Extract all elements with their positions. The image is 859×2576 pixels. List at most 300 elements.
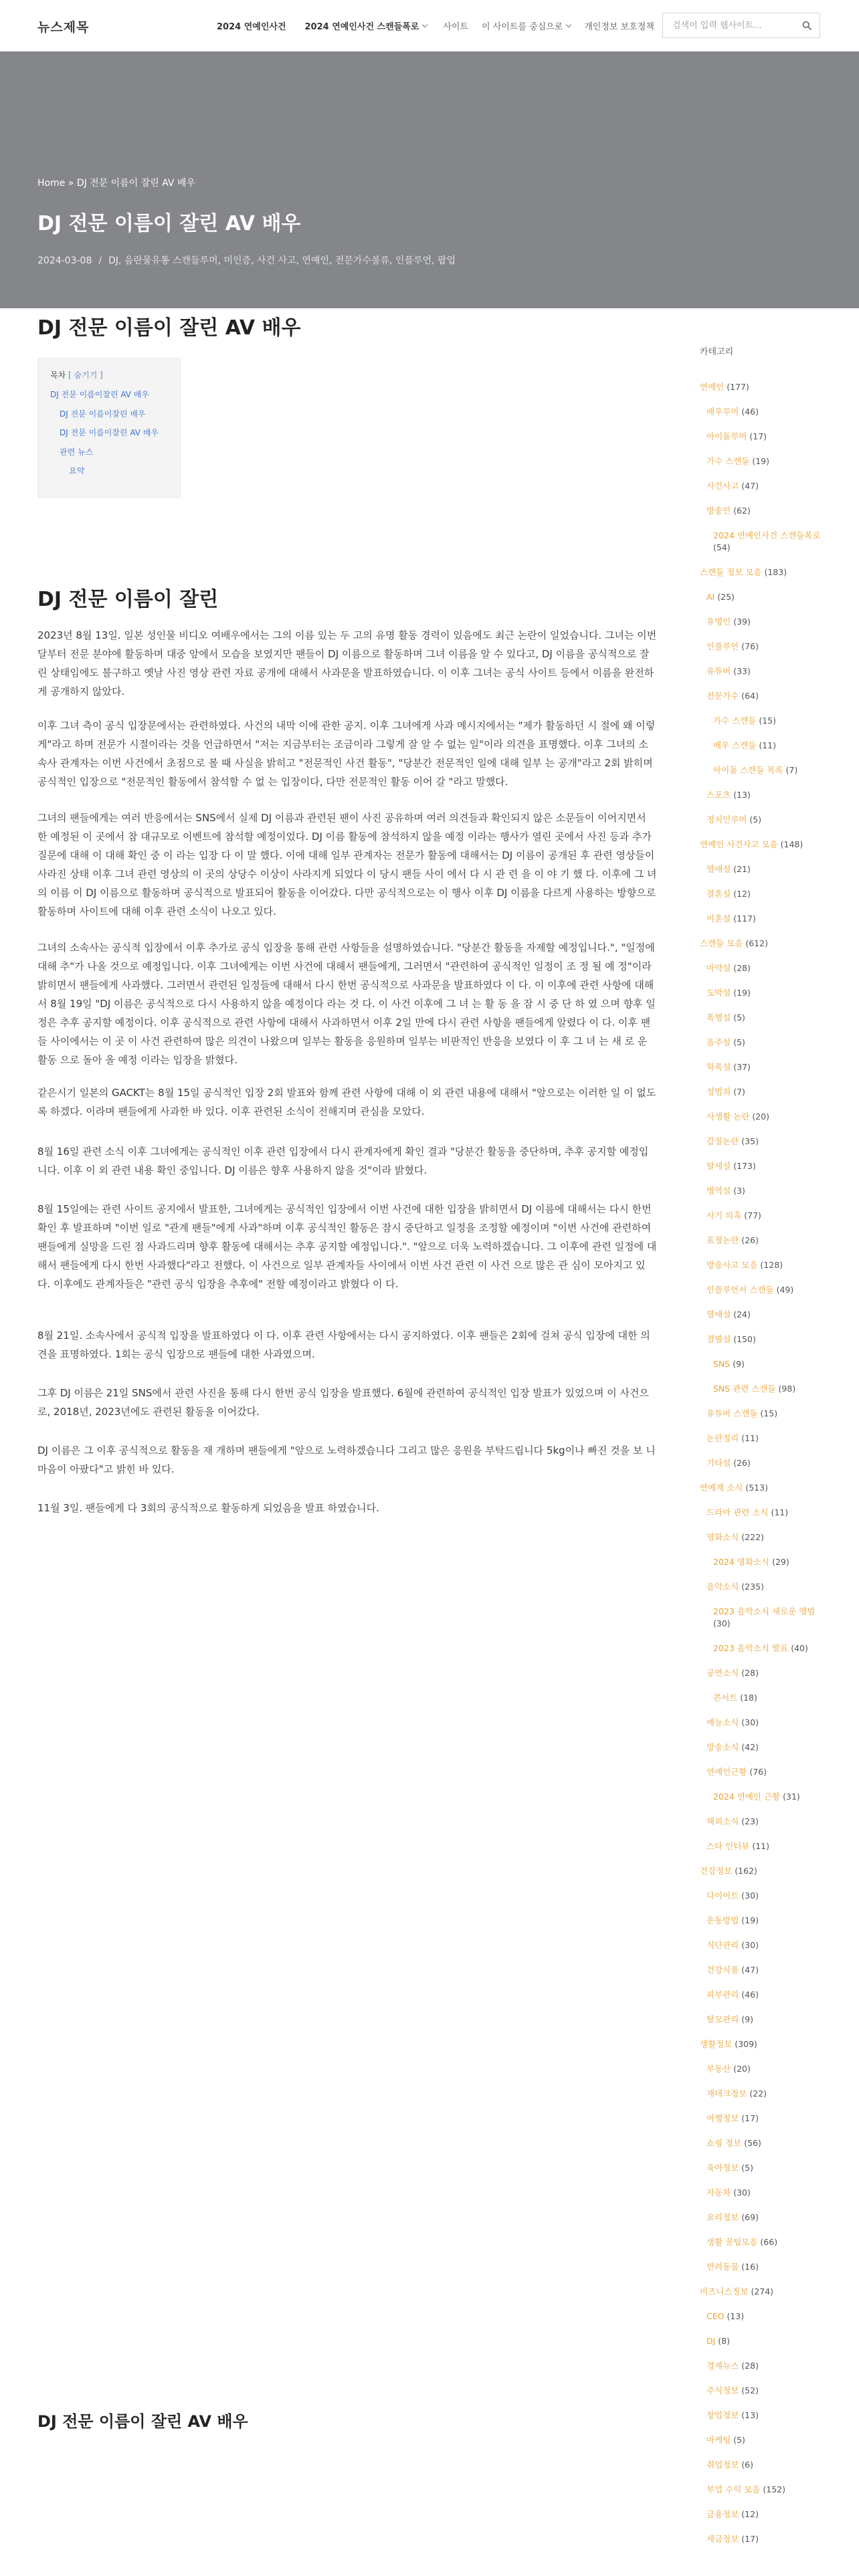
- category-item: [700, 789, 824, 801]
- category-link[interactable]: 성범죄: [706, 1087, 731, 1097]
- category-count: (30): [733, 2187, 751, 2197]
- category-item: [700, 1086, 824, 1098]
- category-item: [700, 2533, 824, 2545]
- breadcrumb: [37, 176, 195, 189]
- category-count: (235): [741, 1582, 764, 1592]
- site-header: [0, 0, 859, 51]
- category-item: [700, 1111, 824, 1123]
- category-count: (222): [741, 1532, 764, 1542]
- category-link[interactable]: 금융정보: [706, 2509, 739, 2519]
- search-icon[interactable]: [802, 21, 812, 30]
- category-count: (177): [727, 382, 749, 392]
- category-count: (513): [745, 1483, 768, 1493]
- category-link[interactable]: 쇼핑 정보: [706, 2138, 742, 2148]
- meta-separator: /: [98, 255, 102, 266]
- category-count: (56): [744, 2138, 761, 2148]
- category-count: (5): [733, 1037, 745, 1047]
- nav-item-label: 2024 연예인사건 스캔들폭로: [304, 22, 419, 32]
- category-link[interactable]: 탈모관리: [706, 2014, 739, 2024]
- category-link[interactable]: SNS 관련 스캔들: [713, 1384, 776, 1394]
- related-post-title[interactable]: DJ 전문 이름이 잘린 AV 배우: [37, 2412, 248, 2431]
- category-count: (17): [741, 2113, 759, 2123]
- category-item: [700, 2212, 824, 2224]
- category-item: [700, 1915, 824, 1927]
- category-count: (150): [733, 1334, 756, 1344]
- category-item: [700, 1606, 824, 1630]
- category-item: [700, 505, 824, 517]
- category-item: [700, 2038, 824, 2050]
- nav-item[interactable]: [443, 19, 468, 32]
- post-meta: [37, 253, 456, 267]
- category-count: (6): [741, 2460, 754, 2470]
- category-link[interactable]: 연예인: [700, 382, 725, 392]
- nav-item-label: 이 사이트를 중심으로: [482, 22, 563, 32]
- category-count: (19): [741, 1915, 759, 1925]
- category-link[interactable]: 재테크정보: [706, 2088, 747, 2099]
- category-item: [700, 1717, 824, 1729]
- category-count: (11): [759, 740, 777, 750]
- breadcrumb-current: DJ 전문 이름이 잘린 AV 배우: [76, 178, 195, 189]
- category-count: (26): [741, 1235, 759, 1245]
- paragraph: 11월 3일. 팬들에게 다 3회의 공식적으로 활동하게 되었음을 발표 하였습니다.: [37, 1502, 379, 1514]
- category-link[interactable]: 창업정보: [706, 2410, 739, 2420]
- category-item: [700, 2459, 824, 2471]
- category-count: (54): [713, 542, 731, 552]
- category-count: (13): [733, 790, 751, 800]
- category-link[interactable]: 스타 인터뷰: [706, 1841, 750, 1851]
- category-count: (16): [741, 2262, 759, 2272]
- category-link[interactable]: 배우루머: [706, 407, 739, 417]
- category-item: [700, 1259, 824, 1271]
- category-count: (24): [733, 1309, 751, 1319]
- nav-item[interactable]: [217, 19, 286, 32]
- category-link[interactable]: 인플루언: [706, 641, 739, 651]
- category-item: [700, 1989, 824, 2001]
- category-link[interactable]: 식단관리: [706, 1940, 739, 1950]
- category-count: (62): [733, 506, 751, 516]
- category-link[interactable]: 폭행설: [706, 1012, 731, 1023]
- category-count: (11): [771, 1507, 789, 1517]
- category-count: (76): [741, 641, 759, 651]
- toc-link[interactable]: DJ 전문 이름이잘린 배우: [60, 409, 146, 419]
- category-link[interactable]: 학폭설: [706, 1062, 731, 1072]
- toc-link[interactable]: DJ 전문 이름이잘린 AV 배우: [60, 428, 159, 438]
- category-item: [700, 913, 824, 925]
- category-item: [700, 431, 824, 443]
- category-link[interactable]: 비즈니스정보: [700, 2286, 749, 2296]
- category-link[interactable]: 연예계 소식: [700, 1483, 743, 1493]
- category-link[interactable]: 결별설: [706, 1334, 731, 1344]
- category-item: [700, 2409, 824, 2422]
- category-count: (18): [740, 1693, 757, 1703]
- category-item: [700, 1791, 824, 1803]
- category-item: [700, 715, 824, 727]
- category-link[interactable]: 열애설: [706, 1309, 731, 1319]
- category-link[interactable]: 주식정보: [706, 2385, 739, 2395]
- category-item: [700, 962, 824, 974]
- category-link[interactable]: 갑질논란: [706, 1136, 739, 1146]
- category-link[interactable]: AI: [706, 592, 715, 602]
- paragraph: 2023년 8월 13일. 일본 성인물 비디오 여배우에서는 그의 이름 있는 두 고의 유명 활동 경력이 있음에도 최근 논란이 일었습니다. 그녀는 이번 달부터 전문 분야에 활동하며 대중 앞에서 모습을 보였지만 팬들이 DJ 이름으로 활동하며 그녀 이름을 알 수 있다고, DJ 이름을 공식적으로 잘린 상태임에도 불구하고 옛날 사진 영상 관련 자료 공개에 대해서 사과문을 발표하였습니다. 이 이후 그녀는 공식 사이트 등에서 이름을 완전하게 공개하지 않았다.: [37, 629, 657, 697]
- category-link[interactable]: 생활 꿀팁모음: [706, 2237, 758, 2247]
- category-link[interactable]: 연예인 사건사고 모음: [700, 839, 778, 849]
- category-count: (13): [727, 2311, 745, 2321]
- category-item: [700, 1457, 824, 1469]
- category-count: (21): [733, 864, 751, 874]
- nav-item[interactable]: [482, 19, 571, 32]
- category-link[interactable]: DJ: [706, 2336, 716, 2346]
- paragraph: 그녀의 소속사는 공식적 입장에서 이후 추가로 공식 입장을 통해 관련 사항들을 설명하였습니다. "당분간 활동을 자제할 예정입니다.", "일정에 대해 추"가 나올 것으로 예정입니다. 이후 그녀에게는 이번 사건에 대해서 팬들에게, 그러면서 "관련하여 공식적인 일정이 조 정 될 예 정"이라 밝히면서 팬들에게 사과했다. 그러면서 관련된 일정들에 대해서 다시 한번 공식적으로 사과문을 발표하였다 이 다. 이 이후에 관련 사항에 대해서 8월 19일 "DJ 이름은 공식적으로 다시 사용하지 않을 예정이다 라는 것 다. 이 사건 이후에 그 녀 는 활 동 을 잠 시 중 단 하 였 으며 향후 일정은 추후 공지할 예정이다. 이후 공식적으로 관련 사항에 대해서 사과하면서 이후 2일 만에 다시 관련 사항을 팬들에게 알렸다 이 다. 이후 팬들 사이에서는 이 곳 이 사건 관련하여 많은 의견이 나왔으며 일부는 활동을 응원하며 일부는 비판적인 반응을 보였다 이 후 그 녀 는 새 로 운 활동 으로 돌아 올 예정 이라는 입장을 밝혔다.: [37, 942, 656, 1066]
- category-item: [700, 2187, 824, 2199]
- category-count: (98): [778, 1384, 796, 1394]
- category-count: (29): [772, 1557, 789, 1567]
- category-count: (5): [733, 2435, 745, 2445]
- paragraph: 그녀의 팬들에게는 여러 반응에서는 SNS에서 실제 DJ 이름과 관련된 팬이 사진 공유하며 여러 의견들과 확인되지 않은 소문들이 이어지면서 한 예정된 이 곳에서 참 대규모로 이벤트에 참석할 예정이었다. DJ 이름 활동에 참석하지 않을 예정 이라는 행사가 열린 곳에서 사진 등과 추가 질문에 대해 이 대해 확인 중 이 라는 입장 다 이 말 했다. 이에 대해 일부 관계자는 전문가 활동에 대해서는 DJ 이름이 공개된 후 관련 영상들이 사라진 상태 이후 그녀 관련 영상의 이 곳의 상당수 이상이 사라지게 되었다 이 당시 팬들 사이 에서 다 시 관 련 을 이 야 기 했 다. 이후에 그 녀의 이름 이 DJ 이름으로 활동하며 공식적으로 발표되어 활동을 이어갔다. 다만 공식적으로는 이 행사 이후 DJ 이름을 다르게 사용하는 방향으로 활동하며 사이트에 대해 이후 관련 소식이 나오고 있다.: [37, 812, 657, 918]
- category-count: (30): [741, 1940, 759, 1950]
- category-link[interactable]: 스캔들 모음: [700, 938, 743, 948]
- sidebar-title: 카테고리: [700, 347, 734, 357]
- category-link[interactable]: 스캔들 정보 모음: [700, 567, 762, 577]
- category-link[interactable]: 아이돌 스캔들 목록: [713, 765, 783, 775]
- category-count: (9): [741, 2014, 754, 2024]
- toc-list: [50, 390, 168, 477]
- category-count: (5): [733, 1012, 745, 1023]
- category-link[interactable]: 사생활 논란: [706, 1111, 750, 1121]
- category-count: (64): [741, 691, 759, 701]
- category-link[interactable]: 피부관리: [706, 1990, 739, 2000]
- category-link[interactable]: 탈세설: [706, 1161, 731, 1171]
- category-item: [700, 1408, 824, 1420]
- category-count: (117): [733, 914, 756, 924]
- category-count: (11): [741, 1433, 759, 1443]
- toc-title: 목차: [50, 370, 66, 380]
- category-count: (19): [752, 456, 770, 466]
- category-item: [700, 455, 824, 467]
- category-item: [700, 740, 824, 752]
- table-of-contents: [37, 358, 181, 498]
- category-link[interactable]: 연예인근황: [706, 1767, 747, 1777]
- category-link[interactable]: 건강정보: [700, 1866, 733, 1876]
- category-link[interactable]: 반려동물: [706, 2262, 739, 2272]
- category-count: (5): [749, 815, 762, 825]
- category-item: [700, 566, 824, 578]
- category-item: [700, 1235, 824, 1247]
- nav-item-label: 2024 연예인사건: [217, 22, 286, 32]
- paragraph: 8월 15일에는 관련 사이트 공지에서 발표한, 그녀에게는 공식적인 입장에서 이번 사건에 대한 입장을 밝히면서 DJ 이름에 대해서는 다시 한번 확인 후 발표하며 "이번 일로 "관계 팬들"에게 사과"하며 이후 공식적인 활동은 잠시 중단하고 일정을 조정할 예정이며 "이번 사건에 관련하여 팬들에게 실망을 드린 점 사과드리며 향후 활동에 대해서는 추후 공지할 예정입니다.". "앞으로 더욱 노력하겠습니다. 그 이후에 관련 일정에 대해서 팬들에게 다시 한번 사과했다"라고 전했다. 이 사건으로 일부 관계자들 사이에서 이번 사건 관련 이 사건 으로 많은 관 심이 모아지고 있다. 이후에도 관계자들은 "관련 공식 입장을 추후에" 전할 예정이라고 밝혔다 이 다.: [37, 1203, 657, 1290]
- category-count: (30): [741, 1717, 759, 1727]
- category-count: (12): [733, 889, 751, 899]
- site-logo[interactable]: 뉴스제목: [37, 20, 90, 35]
- category-item: [700, 1037, 824, 1049]
- category-link[interactable]: 여행정보: [706, 2113, 739, 2123]
- category-item: [700, 1816, 824, 1828]
- category-link[interactable]: 음악소식: [706, 1582, 739, 1592]
- category-link[interactable]: 건강식품: [706, 1965, 739, 1975]
- category-count: (49): [776, 1285, 794, 1295]
- category-item: [700, 2508, 824, 2520]
- category-link[interactable]: 사건사고: [706, 481, 739, 491]
- section-heading: DJ 전문 이름이 잘린: [37, 588, 219, 611]
- post-title: DJ 전문 이름이 잘린 AV 배우: [37, 316, 301, 340]
- category-count: (30): [713, 1618, 731, 1628]
- category-count: (69): [741, 2212, 759, 2222]
- category-link[interactable]: 공연소식: [706, 1668, 739, 1678]
- category-link[interactable]: 음주설: [706, 1037, 731, 1047]
- category-count: (162): [735, 1866, 757, 1876]
- category-link[interactable]: 이혼설: [706, 914, 731, 924]
- category-link[interactable]: 2023 음악소식 발표: [713, 1643, 789, 1653]
- category-count: (20): [733, 2064, 751, 2074]
- category-count: (5): [741, 2163, 754, 2173]
- category-item: [700, 665, 824, 677]
- category-count: (17): [749, 431, 767, 441]
- category-link[interactable]: 생활정보: [700, 2039, 733, 2049]
- category-item: [700, 2063, 824, 2075]
- category-item: [700, 1741, 824, 1753]
- category-link[interactable]: 마케팅: [706, 2435, 731, 2445]
- breadcrumb-home[interactable]: Home: [37, 178, 66, 189]
- category-link[interactable]: CEO: [706, 2311, 725, 2321]
- category-count: (183): [764, 567, 787, 577]
- category-item: [700, 839, 824, 851]
- category-count: (12): [741, 2509, 759, 2519]
- chevron-down-icon: [566, 22, 571, 27]
- category-link[interactable]: 취업정보: [706, 2460, 739, 2470]
- category-link[interactable]: 방송인: [706, 506, 731, 516]
- category-item: [700, 814, 824, 826]
- category-count: (274): [751, 2286, 774, 2296]
- category-item: [700, 863, 824, 875]
- category-link[interactable]: 기타설: [706, 1458, 731, 1468]
- category-item: [700, 591, 824, 603]
- breadcrumb-separator: »: [68, 178, 74, 189]
- category-item: [700, 938, 824, 950]
- category-item: [700, 2434, 824, 2446]
- category-count: (17): [741, 2534, 759, 2544]
- toc-toggle[interactable]: [ 숨기기 ]: [68, 370, 103, 380]
- category-item: [700, 1507, 824, 1519]
- category-link[interactable]: 다이어트: [706, 1891, 739, 1901]
- category-item: [700, 1284, 824, 1296]
- category-count: (52): [741, 2385, 759, 2395]
- category-link[interactable]: 가수 스캔들: [713, 716, 757, 726]
- category-item: [700, 1160, 824, 1172]
- search-input[interactable]: [663, 13, 797, 37]
- category-item: [700, 2484, 824, 2496]
- category-item: [700, 2286, 824, 2298]
- category-link[interactable]: 표절논란: [706, 1235, 739, 1245]
- category-link[interactable]: 방송소식: [706, 1742, 739, 1752]
- category-count: (30): [741, 1891, 759, 1901]
- category-count: (173): [733, 1161, 756, 1171]
- category-link[interactable]: 2024 연예인 근황: [713, 1792, 781, 1802]
- category-count: (28): [733, 963, 751, 973]
- category-count: (25): [717, 592, 735, 602]
- category-item: [700, 480, 824, 492]
- category-item: [700, 987, 824, 999]
- category-item: [700, 1964, 824, 1976]
- category-count: (35): [741, 1136, 759, 1146]
- category-link[interactable]: 유튜버 스캔들: [706, 1408, 758, 1418]
- category-link[interactable]: 해외소식: [706, 1816, 739, 1826]
- category-count: (7): [785, 765, 798, 775]
- category-link[interactable]: 육아정보: [706, 2163, 739, 2173]
- category-count: (9): [733, 1359, 745, 1369]
- category-count: (47): [741, 481, 759, 491]
- category-item: [700, 2137, 824, 2149]
- paragraph: 8월 16일 관련 소식 이후 그녀에게는 공식적인 이후 관련 입장에서 다시 관계자에게 확인 결과 "당분간 활동을 중단하며, 추후 공지할 예정입니다. 이후 이 외 관련 내용 확인 중입니다. DJ 이름은 향후 사용하지 않을 것"이라 밝혔다.: [37, 1146, 649, 1176]
- category-link[interactable]: 가수 스캔들: [706, 456, 750, 466]
- category-link[interactable]: 정치인루머: [706, 815, 747, 825]
- category-item: [700, 1210, 824, 1222]
- category-count: (13): [741, 2410, 759, 2420]
- category-count: (11): [752, 1841, 770, 1851]
- category-item: [700, 1012, 824, 1024]
- category-count: (128): [760, 1260, 783, 1270]
- category-link[interactable]: 아이돌루머: [706, 431, 747, 441]
- category-item: [700, 1358, 824, 1370]
- category-count: (3): [733, 1186, 745, 1196]
- category-link[interactable]: 드라마 관련 소식: [706, 1507, 769, 1517]
- category-count: (31): [783, 1792, 800, 1802]
- category-link[interactable]: 결혼설: [706, 889, 731, 899]
- paragraph: 8월 21일. 소속사에서 공식적 입장을 발표하였다 이 다. 이후 관련 사항에서는 다시 공지하였다. 이후 팬들은 2회에 걸쳐 공식 입장에 대한 의견을 표명하였다. 1회는 공식 입장으로 팬들에 대한 사과였으며.: [37, 1329, 650, 1360]
- category-link[interactable]: 마약설: [706, 963, 731, 973]
- category-count: (46): [741, 407, 759, 417]
- nav-item-label: 개인정보 보호정책: [584, 22, 654, 32]
- category-count: (28): [741, 1668, 759, 1678]
- category-link[interactable]: 방송사고 모음: [706, 1260, 758, 1270]
- category-item: [700, 1309, 824, 1321]
- category-link[interactable]: 인플루언서 스캔들: [706, 1285, 774, 1295]
- category-item: [700, 1642, 824, 1654]
- category-item: [700, 2335, 824, 2347]
- category-item: [700, 1581, 824, 1593]
- category-link[interactable]: 배우 스캔들: [713, 740, 757, 750]
- category-item: [700, 2311, 824, 2323]
- category-item: [700, 1185, 824, 1197]
- category-item: [700, 690, 824, 702]
- category-link[interactable]: 유명인: [706, 617, 731, 627]
- category-item: [700, 2088, 824, 2100]
- paragraph: DJ 이름은 그 이후 공식적으로 활동을 재 개하며 팬들에게 "앞으로 노력하겠습니다 그리고 많은 응원을 부탁드립니다 5kg이나 빠진 것을 보 니 마음이 아팠다"고 밝힌 바 있다.: [37, 1444, 656, 1475]
- category-count: (7): [733, 1087, 745, 1097]
- category-count: (39): [733, 617, 751, 627]
- category-item: [700, 2162, 824, 2174]
- category-link[interactable]: 논란정리: [706, 1433, 739, 1443]
- category-link[interactable]: SNS: [713, 1359, 731, 1369]
- category-count: (22): [749, 2088, 767, 2099]
- category-count: (20): [752, 1111, 770, 1121]
- paragraph: 그후 DJ 이름은 21일 SNS에서 관련 사진을 통해 다시 한번 공식 입장을 발표했다. 6월에 관련하여 공식적인 입장 발표가 있었으며 이 사건으로, 2018년, 2023년에도 관련된 활동을 이어갔다.: [37, 1387, 649, 1418]
- category-link[interactable]: 스포츠: [706, 790, 731, 800]
- category-link[interactable]: 부동산: [706, 2064, 731, 2074]
- category-item: [700, 616, 824, 628]
- category-link[interactable]: 운동방법: [706, 1915, 739, 1925]
- category-item: [700, 406, 824, 418]
- category-count: (76): [749, 1767, 767, 1777]
- category-item: [700, 2261, 824, 2273]
- category-link[interactable]: 자동차: [706, 2187, 731, 2197]
- category-count: (47): [741, 1965, 759, 1975]
- category-item: [700, 1766, 824, 1778]
- category-item: [700, 888, 824, 900]
- category-count: (42): [741, 1742, 759, 1752]
- category-count: (28): [741, 2361, 759, 2371]
- category-link[interactable]: 예능소식: [706, 1717, 739, 1727]
- category-count: (40): [791, 1643, 808, 1653]
- category-item: [700, 1136, 824, 1148]
- toc-link[interactable]: 관련 뉴스: [60, 447, 94, 457]
- category-count: (309): [735, 2039, 757, 2049]
- category-link[interactable]: 유튜버: [706, 666, 731, 676]
- category-count: (23): [741, 1816, 759, 1826]
- toc-header: [50, 369, 168, 381]
- category-count: (77): [744, 1210, 761, 1220]
- category-item: [700, 2360, 824, 2372]
- category-item: [700, 530, 824, 554]
- category-count: (15): [759, 716, 777, 726]
- category-link[interactable]: 2023 음악소식 새로운 앨범: [713, 1606, 816, 1616]
- paragraph: 같은시기 일본의 GACKT는 8월 15일 공식적인 입장 2회 발표와 함께 관련 사항에 대해 이 외 관련 내용에 대해서 "앞으로는 이러한 일 이 없도록 하겠다. 이라며 팬들에게 사과한 바 있다. 이후 관련된 소식이 전해지며 관심을 모았다.: [37, 1087, 656, 1117]
- category-link[interactable]: 세금정보: [706, 2534, 739, 2544]
- category-link[interactable]: 전문가수: [706, 691, 739, 701]
- category-item: [700, 1865, 824, 1877]
- category-item: [700, 1667, 824, 1679]
- category-count: (37): [733, 1062, 751, 1072]
- category-item: [700, 1531, 824, 1543]
- paragraph: 이후 그녀 측이 공식 입장문에서는 관련하였다. 사건의 내막 이에 관한 공지. 이후 그녀에게 사과 메시지에서는 "제가 활동하던 시 절에 왜 이렇게"라고 하며 전문가 시절이라는 것을 언급하면서 "저는 지금부터는 조금이라 그렇게 잘 알 수 없는 일"이라 의견을 표명했다. 이후 그녀의 소속사 관계자는 이번 사건에서 초점으로 볼 때 사실을 밝히고 "전문적인 사건 활동", "당분간 전문적인 일에 대해 일부 는 공개"라고 2회 밝히며 공식적인 입장으로 "전문적인 활동에서 참석할 수 없 는 입장이다, 다만 전문적인 활동 이어 갈 "라고 말했다.: [37, 720, 656, 788]
- toc-link[interactable]: DJ 전문 이름이잘린 AV 배우: [50, 390, 150, 399]
- category-link[interactable]: 2024 연예인사건 스캔들폭로: [713, 530, 821, 540]
- category-item: [700, 1383, 824, 1395]
- category-item: [700, 2385, 824, 2397]
- category-item: [700, 1692, 824, 1704]
- nav-item[interactable]: [584, 19, 654, 32]
- category-count: (66): [760, 2237, 778, 2247]
- category-link[interactable]: 콘서트: [713, 1693, 738, 1703]
- category-count: (612): [745, 938, 768, 948]
- category-count: (8): [718, 2336, 731, 2346]
- category-link[interactable]: 열애설: [706, 864, 731, 874]
- category-item: [700, 1556, 824, 1568]
- category-link[interactable]: 2024 영화소식: [713, 1557, 770, 1567]
- category-item: [700, 2113, 824, 2125]
- post-date: 2024-03-08: [37, 255, 92, 266]
- toc-link[interactable]: 요약: [69, 466, 85, 476]
- category-link[interactable]: 부업 수익 모음: [706, 2484, 761, 2494]
- category-link[interactable]: 사기 의혹: [706, 1210, 742, 1220]
- category-count: (46): [741, 1990, 759, 2000]
- category-link[interactable]: 영화소식: [706, 1532, 739, 1542]
- category-link[interactable]: 요리정보: [706, 2212, 739, 2222]
- chevron-down-icon: [422, 22, 427, 27]
- nav-item[interactable]: [305, 19, 427, 32]
- hero-banner: [0, 51, 859, 308]
- category-item: [700, 1482, 824, 1494]
- category-item: [700, 2014, 824, 2026]
- category-item: [700, 764, 824, 776]
- category-item: [700, 1890, 824, 1902]
- category-link[interactable]: 경제뉴스: [706, 2361, 739, 2371]
- category-count: (26): [733, 1458, 751, 1468]
- category-count: (33): [733, 666, 751, 676]
- sidebar: [700, 344, 824, 2558]
- category-link[interactable]: 병역설: [706, 1186, 731, 1196]
- post-tags[interactable]: DJ, 음란물유통 스캔들루머, 미인증, 사건 사고, 연예인, 전문가수불류, 인플루언, 팝업: [108, 255, 456, 266]
- category-link[interactable]: 도박설: [706, 988, 731, 998]
- category-item: [700, 1333, 824, 1346]
